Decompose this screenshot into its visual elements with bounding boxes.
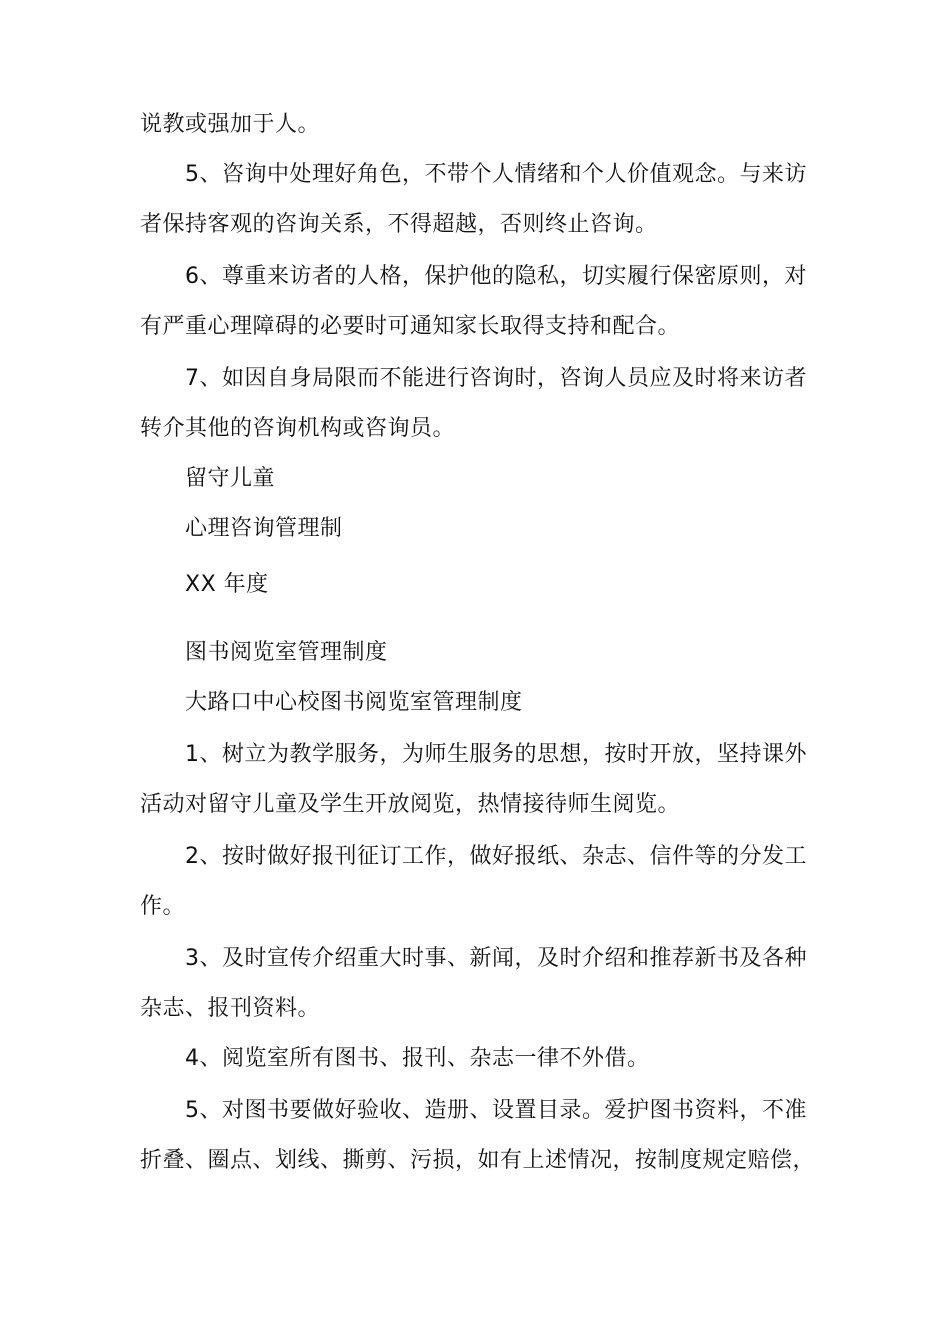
paragraph-line: 有严重心理障碍的必要时可通知家长取得支持和配合。 <box>140 314 681 339</box>
heading-line: 心理咨询管理制 <box>185 516 343 541</box>
section-subtitle: 大路口中心校图书阅览室管理制度 <box>185 690 523 715</box>
paragraph-line: 杂志、报刊资料。 <box>140 996 321 1021</box>
paragraph-line: 作。 <box>140 894 186 919</box>
paragraph-line: 7、如因自身局限而不能进行咨询时，咨询人员应及时将来访者 <box>185 366 807 391</box>
paragraph-line: 3、及时宣传介绍重大时事、新闻，及时介绍和推荐新书及各种 <box>185 946 807 971</box>
section-title: 图书阅览室管理制度 <box>185 640 388 665</box>
paragraph-line: 6、尊重来访者的人格，保护他的隐私，切实履行保密原则，对 <box>185 264 807 289</box>
heading-line: XX 年度 <box>185 572 269 597</box>
heading-line: 留守儿童 <box>185 466 276 491</box>
paragraph-line: 2、按时做好报刊征订工作，做好报纸、杂志、信件等的分发工 <box>185 844 807 869</box>
paragraph-line: 折叠、圈点、划线、撕剪、污损，如有上述情况，按制度规定赔偿， <box>140 1148 816 1173</box>
paragraph-line: 活动对留守儿童及学生开放阅览，热情接待师生阅览。 <box>140 792 681 817</box>
paragraph-line: 转介其他的咨询机构或咨询员。 <box>140 416 456 441</box>
paragraph-line: 1、树立为教学服务，为师生服务的思想，按时开放，坚持课外 <box>185 742 807 767</box>
paragraph-line: 者保持客观的咨询关系，不得超越，否则终止咨询。 <box>140 212 658 237</box>
paragraph-line: 说教或强加于人。 <box>140 112 321 137</box>
paragraph-line: 5、咨询中处理好角色，不带个人情绪和个人价值观念。与来访 <box>185 162 807 187</box>
paragraph-line: 4、阅览室所有图书、报刊、杂志一律不外借。 <box>185 1046 650 1071</box>
paragraph-line: 5、对图书要做好验收、造册、设置目录。爱护图书资料，不准 <box>185 1098 807 1123</box>
